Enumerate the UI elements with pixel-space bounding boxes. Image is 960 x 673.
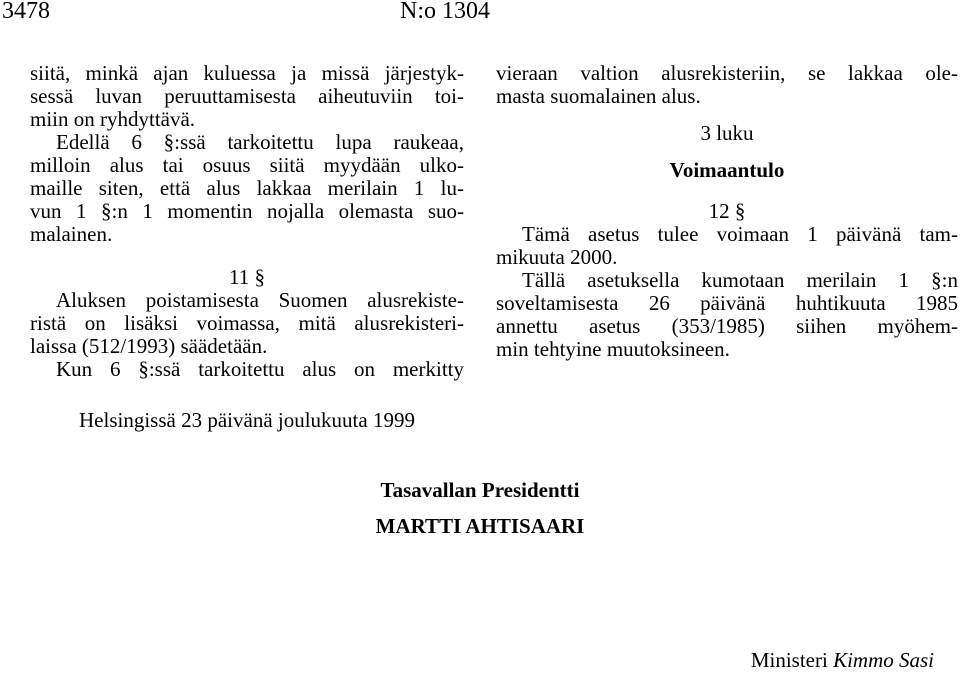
text-line: siitä, minkä ajan kuluessa ja missä järjestyk-	[30, 61, 464, 85]
chapter-title: Voimaantulo	[669, 158, 785, 182]
text-line: soveltamisesta 26 päivänä huhtikuuta 1985	[496, 291, 958, 315]
text-line: malainen.	[30, 222, 113, 246]
minister-name: Kimmo Sasi	[833, 648, 934, 672]
text-line: Kun 6 §:ssä tarkoitettu alus on merkitty	[56, 357, 464, 381]
text-line: maille siten, että alus lakkaa merilain 1 lu-	[30, 176, 464, 200]
left-column	[30, 62, 464, 381]
section-heading: 12 §	[708, 199, 746, 223]
text-line: laissa (512/1993) säädetään.	[30, 334, 268, 358]
text-line: sessä luvan peruuttamisesta aiheutuviin toi-	[30, 84, 464, 108]
chapter-heading: 3 luku	[700, 121, 754, 145]
text-line: Aluksen poistamisesta Suomen alusrekiste-	[56, 288, 464, 312]
text-line: Tämä asetus tulee voimaan 1 päivänä tam-	[522, 222, 958, 246]
minister-signature	[751, 648, 934, 673]
text-line: Edellä 6 §:ssä tarkoitettu lupa raukeaa,	[56, 130, 464, 154]
section-heading: 11 §	[229, 265, 265, 289]
issue-number: N:o 1304	[400, 0, 490, 24]
text-line: annettu asetus (353/1985) siihen myöhem-	[496, 314, 958, 338]
text-line: masta suomalainen alus.	[496, 84, 701, 108]
text-line: vieraan valtion alusrekisteriin, se lakkaa ole-	[496, 61, 958, 85]
signatory-title: Tasavallan Presidentti	[380, 478, 580, 502]
text-line: ristä on lisäksi voimassa, mitä alusrekisteri-	[30, 311, 464, 335]
text-line: Tällä asetuksella kumotaan merilain 1 §:n	[522, 268, 958, 292]
text-line: min tehtyine muutoksineen.	[496, 337, 730, 361]
text-line: mikuuta 2000.	[496, 245, 618, 269]
minister-label: Ministeri	[750, 648, 828, 672]
page-number: 3478	[2, 0, 50, 24]
signatory-name: MARTTI AHTISAARI	[375, 514, 585, 538]
text-line: milloin alus tai osuus siitä myydään ulko-	[30, 153, 464, 177]
right-column	[496, 62, 958, 361]
text-line: vun 1 §:n 1 momentin nojalla olemasta suo-	[30, 199, 464, 223]
place-date: Helsingissä 23 päivänä joulukuuta 1999	[79, 408, 415, 432]
text-line: miin on ryhdyttävä.	[30, 107, 196, 131]
